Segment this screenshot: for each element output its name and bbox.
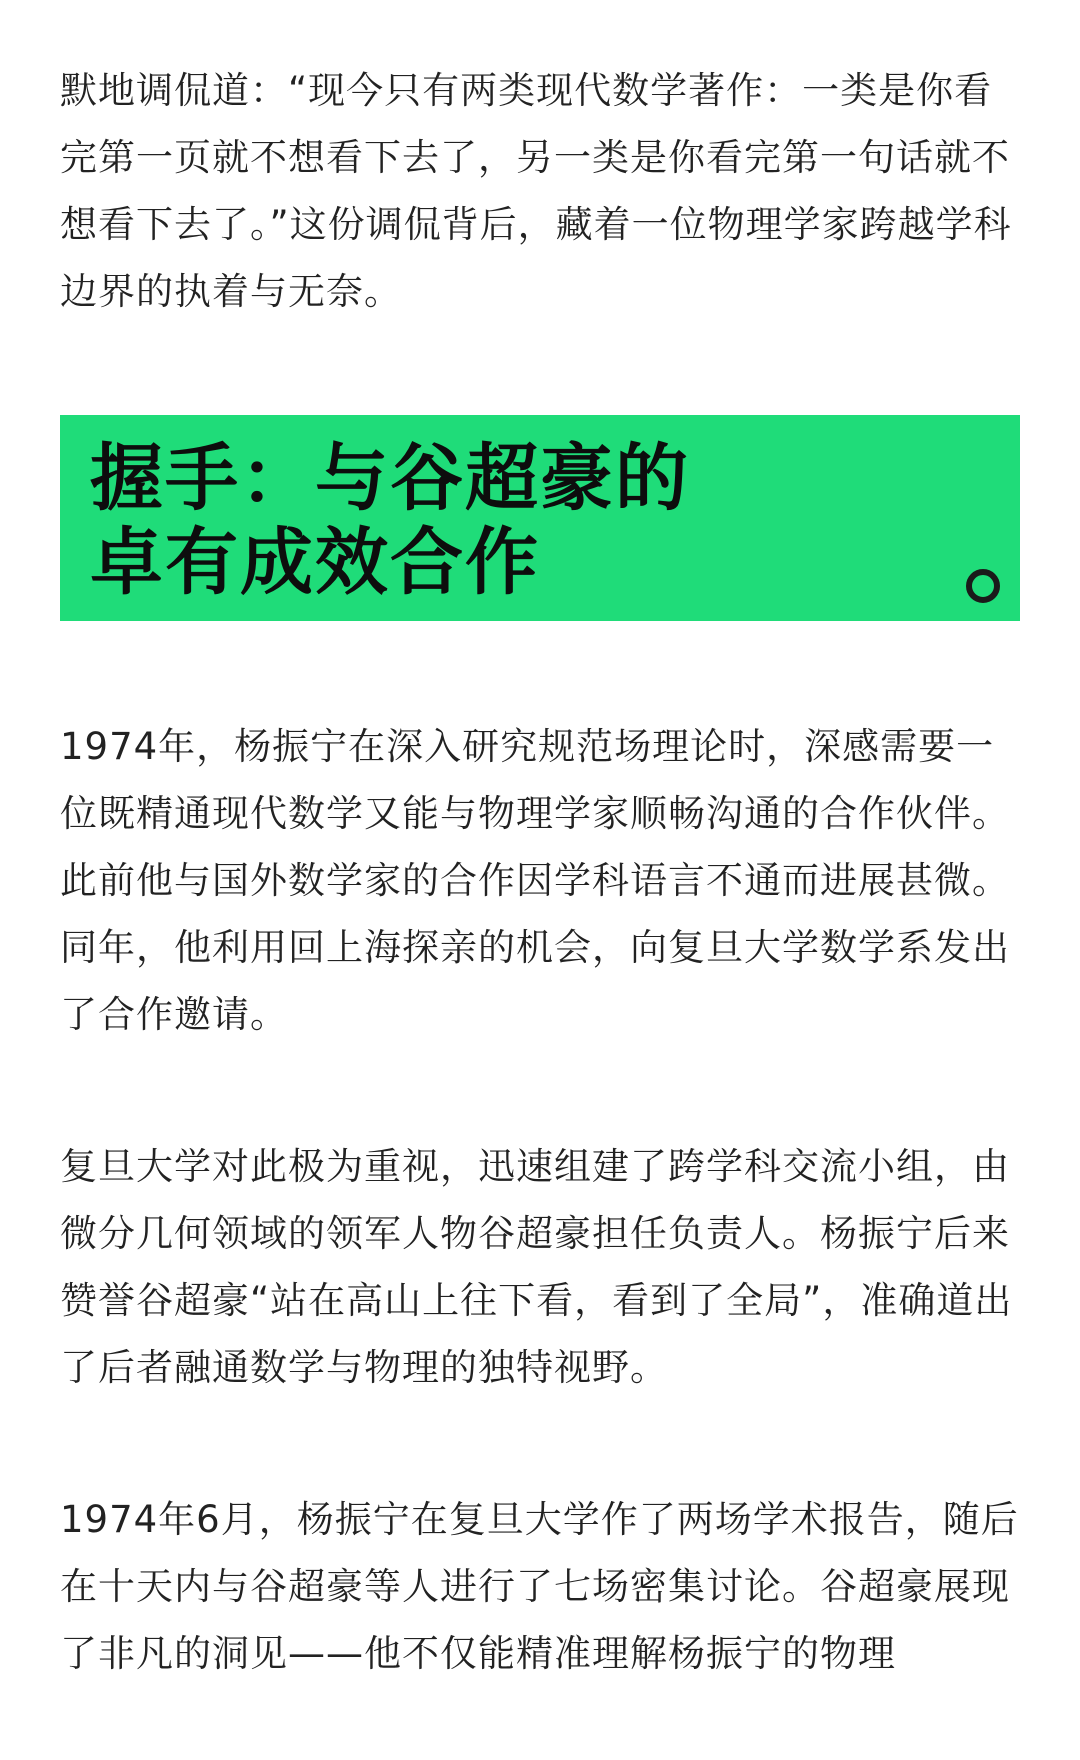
intro-paragraph: 默地调侃道：“现今只有两类现代数学著作：一类是你看完第一页就不想看下去了，另一类是你看完第一句话就不想看下去了。”这份调侃背后，藏着一位物理学家跨越学科边界的执着与无奈。 — [60, 69, 1012, 313]
paragraph-1974: 1974年，杨振宁在深入研究规范场理论时，深感需要一位既精通现代数学又能与物理学家顺畅沟通的合作伙伴。此前他与国外数学家的合作因学科语言不通而进展甚微。同年，他利用回上海探亲的机会，向复旦大学数学系发出了合作邀请。 — [60, 725, 1010, 1036]
section-heading-line-2: 卓有成效合作 — [90, 520, 540, 605]
section-heading-banner — [60, 415, 1020, 621]
ring-icon — [966, 569, 1000, 603]
paragraph-fudan: 复旦大学对此极为重视，迅速组建了跨学科交流小组，由微分几何领域的领军人物谷超豪担任负责人。杨振宁后来赞誉谷超豪“站在高山上往下看，看到了全局”，准确道出了后者融通数学与物理的独特视野。 — [60, 1145, 1013, 1389]
section-heading — [90, 437, 690, 605]
section-heading-line-1: 握手：与谷超豪的 — [90, 436, 690, 521]
paragraph-june-1974: 1974年6月，杨振宁在复旦大学作了两场学术报告，随后在十天内与谷超豪等人进行了七场密集讨论。谷超豪展现了非凡的洞见——他不仅能精准理解杨振宁的物理 — [60, 1498, 1019, 1675]
